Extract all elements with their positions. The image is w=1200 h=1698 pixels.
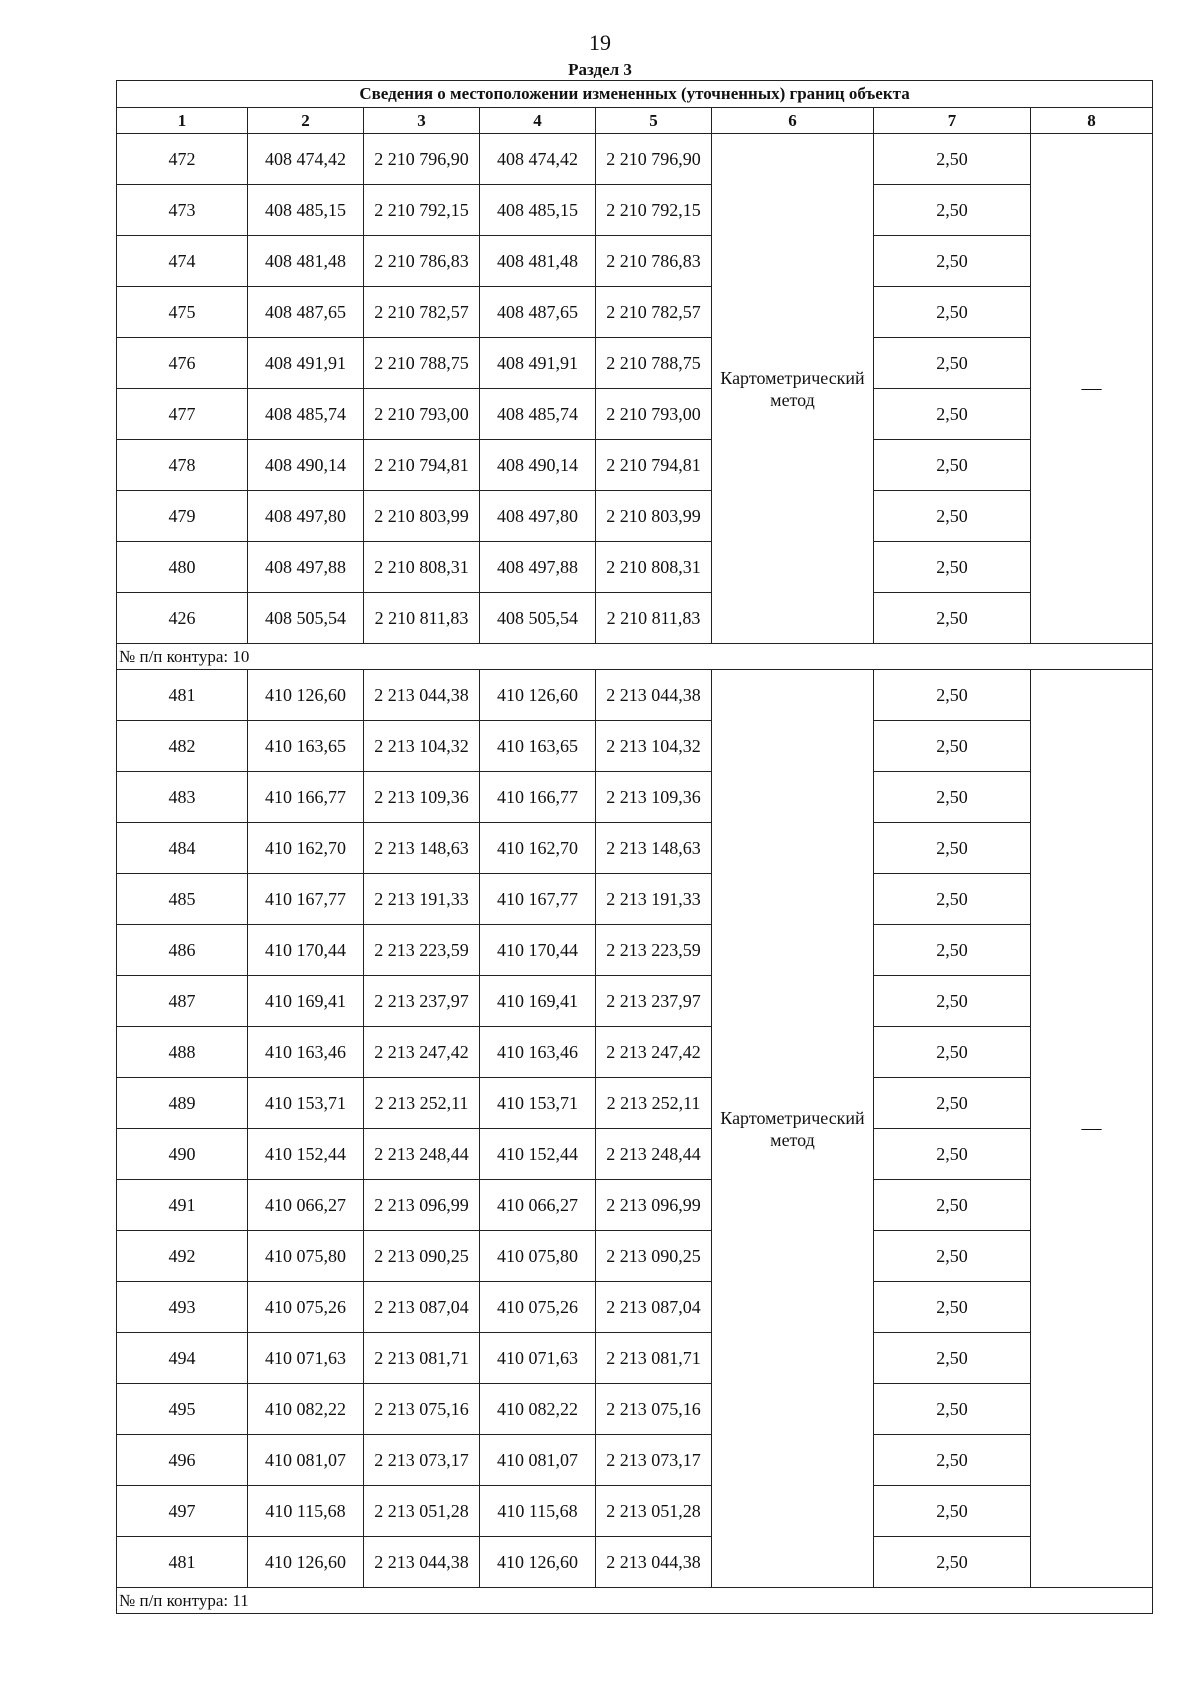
point-number-cell: 481 (117, 670, 248, 721)
table-caption: Сведения о местоположении измененных (уточненных) границ объекта (117, 81, 1153, 108)
table-row (117, 670, 1153, 721)
y-existing-cell: 2 210 811,83 (364, 593, 480, 644)
x-refined-cell: 410 075,80 (480, 1231, 596, 1282)
y-refined-cell: 2 210 803,99 (596, 491, 712, 542)
boundary-coordinates-table (116, 80, 1153, 1614)
x-existing-cell: 410 126,60 (248, 670, 364, 721)
x-existing-cell: 408 485,74 (248, 389, 364, 440)
table-row (117, 1384, 1153, 1435)
y-refined-cell: 2 213 247,42 (596, 1027, 712, 1078)
y-refined-cell: 2 213 191,33 (596, 874, 712, 925)
x-existing-cell: 408 485,15 (248, 185, 364, 236)
accuracy-cell: 2,50 (874, 925, 1031, 976)
table-caption-row (117, 81, 1153, 108)
contour-label: № п/п контура: 10 (117, 644, 1153, 670)
accuracy-cell: 2,50 (874, 1027, 1031, 1078)
point-number-cell: 483 (117, 772, 248, 823)
x-refined-cell: 408 497,80 (480, 491, 596, 542)
accuracy-cell: 2,50 (874, 389, 1031, 440)
x-refined-cell: 410 082,22 (480, 1384, 596, 1435)
accuracy-cell: 2,50 (874, 542, 1031, 593)
y-existing-cell: 2 210 782,57 (364, 287, 480, 338)
point-number-cell: 479 (117, 491, 248, 542)
table-row (117, 772, 1153, 823)
x-refined-cell: 408 487,65 (480, 287, 596, 338)
x-refined-cell: 410 126,60 (480, 1537, 596, 1588)
point-number-cell: 497 (117, 1486, 248, 1537)
y-existing-cell: 2 213 075,16 (364, 1384, 480, 1435)
y-refined-cell: 2 210 788,75 (596, 338, 712, 389)
table-row (117, 1282, 1153, 1333)
table-row (117, 491, 1153, 542)
column-header-row (117, 108, 1153, 134)
y-existing-cell: 2 213 148,63 (364, 823, 480, 874)
column-header: 4 (480, 108, 596, 134)
y-refined-cell: 2 213 109,36 (596, 772, 712, 823)
x-existing-cell: 410 153,71 (248, 1078, 364, 1129)
accuracy-cell: 2,50 (874, 976, 1031, 1027)
y-refined-cell: 2 210 786,83 (596, 236, 712, 287)
table-row (117, 1129, 1153, 1180)
y-existing-cell: 2 210 788,75 (364, 338, 480, 389)
table-row (117, 185, 1153, 236)
table-row (117, 134, 1153, 185)
x-refined-cell: 410 153,71 (480, 1078, 596, 1129)
accuracy-cell: 2,50 (874, 491, 1031, 542)
y-refined-cell: 2 213 087,04 (596, 1282, 712, 1333)
y-existing-cell: 2 213 104,32 (364, 721, 480, 772)
column-header: 2 (248, 108, 364, 134)
y-existing-cell: 2 213 044,38 (364, 670, 480, 721)
y-existing-cell: 2 210 803,99 (364, 491, 480, 542)
accuracy-cell: 2,50 (874, 670, 1031, 721)
y-existing-cell: 2 213 191,33 (364, 874, 480, 925)
point-number-cell: 476 (117, 338, 248, 389)
point-number-cell: 490 (117, 1129, 248, 1180)
y-existing-cell: 2 210 796,90 (364, 134, 480, 185)
table-row (117, 1435, 1153, 1486)
y-refined-cell: 2 213 223,59 (596, 925, 712, 976)
table-row (117, 925, 1153, 976)
accuracy-cell: 2,50 (874, 721, 1031, 772)
point-number-cell: 472 (117, 134, 248, 185)
y-refined-cell: 2 210 811,83 (596, 593, 712, 644)
y-existing-cell: 2 213 223,59 (364, 925, 480, 976)
point-number-cell: 489 (117, 1078, 248, 1129)
accuracy-cell: 2,50 (874, 1282, 1031, 1333)
x-refined-cell: 410 075,26 (480, 1282, 596, 1333)
accuracy-cell: 2,50 (874, 134, 1031, 185)
x-existing-cell: 410 071,63 (248, 1333, 364, 1384)
point-number-cell: 486 (117, 925, 248, 976)
y-refined-cell: 2 213 237,97 (596, 976, 712, 1027)
x-refined-cell: 410 163,46 (480, 1027, 596, 1078)
table-row (117, 874, 1153, 925)
table-row (117, 1180, 1153, 1231)
x-existing-cell: 410 075,26 (248, 1282, 364, 1333)
y-existing-cell: 2 213 081,71 (364, 1333, 480, 1384)
contour-label: № п/п контура: 11 (117, 1588, 1153, 1614)
y-existing-cell: 2 213 044,38 (364, 1537, 480, 1588)
y-existing-cell: 2 210 792,15 (364, 185, 480, 236)
page-number: 19 (589, 30, 611, 55)
x-refined-cell: 410 169,41 (480, 976, 596, 1027)
accuracy-cell: 2,50 (874, 1180, 1031, 1231)
x-existing-cell: 408 491,91 (248, 338, 364, 389)
point-number-cell: 488 (117, 1027, 248, 1078)
y-refined-cell: 2 213 090,25 (596, 1231, 712, 1282)
x-existing-cell: 408 490,14 (248, 440, 364, 491)
column-header: 6 (712, 108, 874, 134)
column-8-cell: — (1031, 670, 1153, 1588)
x-refined-cell: 410 166,77 (480, 772, 596, 823)
column-header: 3 (364, 108, 480, 134)
x-existing-cell: 410 166,77 (248, 772, 364, 823)
accuracy-cell: 2,50 (874, 236, 1031, 287)
y-refined-cell: 2 213 248,44 (596, 1129, 712, 1180)
accuracy-cell: 2,50 (874, 1537, 1031, 1588)
contour-footer-row (117, 644, 1153, 670)
point-number-cell: 480 (117, 542, 248, 593)
x-existing-cell: 408 487,65 (248, 287, 364, 338)
table-row (117, 1486, 1153, 1537)
table-row (117, 823, 1153, 874)
x-existing-cell: 410 170,44 (248, 925, 364, 976)
y-existing-cell: 2 210 794,81 (364, 440, 480, 491)
x-refined-cell: 408 485,74 (480, 389, 596, 440)
table-row (117, 593, 1153, 644)
y-refined-cell: 2 213 104,32 (596, 721, 712, 772)
point-number-cell: 473 (117, 185, 248, 236)
accuracy-cell: 2,50 (874, 1384, 1031, 1435)
x-refined-cell: 410 167,77 (480, 874, 596, 925)
y-existing-cell: 2 213 051,28 (364, 1486, 480, 1537)
y-existing-cell: 2 213 090,25 (364, 1231, 480, 1282)
method-cell: Картометрический метод (712, 670, 874, 1588)
y-refined-cell: 2 213 081,71 (596, 1333, 712, 1384)
accuracy-cell: 2,50 (874, 1333, 1031, 1384)
x-existing-cell: 410 162,70 (248, 823, 364, 874)
x-refined-cell: 408 490,14 (480, 440, 596, 491)
point-number-cell: 494 (117, 1333, 248, 1384)
point-number-cell: 492 (117, 1231, 248, 1282)
point-number-cell: 478 (117, 440, 248, 491)
x-existing-cell: 410 167,77 (248, 874, 364, 925)
x-existing-cell: 410 163,65 (248, 721, 364, 772)
x-refined-cell: 408 491,91 (480, 338, 596, 389)
table-row (117, 542, 1153, 593)
x-refined-cell: 410 071,63 (480, 1333, 596, 1384)
y-refined-cell: 2 210 808,31 (596, 542, 712, 593)
column-header: 1 (117, 108, 248, 134)
y-existing-cell: 2 213 109,36 (364, 772, 480, 823)
accuracy-cell: 2,50 (874, 287, 1031, 338)
y-refined-cell: 2 210 782,57 (596, 287, 712, 338)
y-existing-cell: 2 213 237,97 (364, 976, 480, 1027)
x-existing-cell: 410 169,41 (248, 976, 364, 1027)
point-number-cell: 487 (117, 976, 248, 1027)
table-row (117, 1231, 1153, 1282)
x-existing-cell: 408 474,42 (248, 134, 364, 185)
point-number-cell: 484 (117, 823, 248, 874)
x-refined-cell: 410 163,65 (480, 721, 596, 772)
point-number-cell: 495 (117, 1384, 248, 1435)
y-refined-cell: 2 213 044,38 (596, 670, 712, 721)
point-number-cell: 485 (117, 874, 248, 925)
x-refined-cell: 408 481,48 (480, 236, 596, 287)
y-refined-cell: 2 213 075,16 (596, 1384, 712, 1435)
point-number-cell: 474 (117, 236, 248, 287)
y-refined-cell: 2 210 792,15 (596, 185, 712, 236)
y-refined-cell: 2 213 096,99 (596, 1180, 712, 1231)
x-existing-cell: 410 081,07 (248, 1435, 364, 1486)
table-row (117, 1333, 1153, 1384)
y-refined-cell: 2 210 793,00 (596, 389, 712, 440)
column-header: 8 (1031, 108, 1153, 134)
y-existing-cell: 2 213 248,44 (364, 1129, 480, 1180)
x-existing-cell: 410 082,22 (248, 1384, 364, 1435)
accuracy-cell: 2,50 (874, 1231, 1031, 1282)
accuracy-cell: 2,50 (874, 185, 1031, 236)
y-existing-cell: 2 213 087,04 (364, 1282, 480, 1333)
table-body (117, 81, 1153, 1614)
point-number-cell: 426 (117, 593, 248, 644)
y-refined-cell: 2 213 252,11 (596, 1078, 712, 1129)
y-existing-cell: 2 213 247,42 (364, 1027, 480, 1078)
y-refined-cell: 2 210 796,90 (596, 134, 712, 185)
accuracy-cell: 2,50 (874, 338, 1031, 389)
x-refined-cell: 410 126,60 (480, 670, 596, 721)
y-existing-cell: 2 213 252,11 (364, 1078, 480, 1129)
y-refined-cell: 2 213 051,28 (596, 1486, 712, 1537)
y-existing-cell: 2 213 096,99 (364, 1180, 480, 1231)
point-number-cell: 491 (117, 1180, 248, 1231)
table-row (117, 287, 1153, 338)
table-row (117, 338, 1153, 389)
method-cell: Картометрический метод (712, 134, 874, 644)
x-existing-cell: 410 163,46 (248, 1027, 364, 1078)
table-row (117, 1537, 1153, 1588)
table-row (117, 440, 1153, 491)
table-row (117, 721, 1153, 772)
x-existing-cell: 410 126,60 (248, 1537, 364, 1588)
x-refined-cell: 410 066,27 (480, 1180, 596, 1231)
accuracy-cell: 2,50 (874, 874, 1031, 925)
table-row (117, 1078, 1153, 1129)
x-existing-cell: 408 497,80 (248, 491, 364, 542)
table-row (117, 1027, 1153, 1078)
point-number-cell: 481 (117, 1537, 248, 1588)
table-row (117, 976, 1153, 1027)
x-refined-cell: 410 162,70 (480, 823, 596, 874)
point-number-cell: 482 (117, 721, 248, 772)
y-existing-cell: 2 210 786,83 (364, 236, 480, 287)
point-number-cell: 475 (117, 287, 248, 338)
x-existing-cell: 410 075,80 (248, 1231, 364, 1282)
accuracy-cell: 2,50 (874, 1129, 1031, 1180)
x-refined-cell: 410 152,44 (480, 1129, 596, 1180)
contour-footer-row (117, 1588, 1153, 1614)
x-existing-cell: 410 115,68 (248, 1486, 364, 1537)
y-refined-cell: 2 213 073,17 (596, 1435, 712, 1486)
table-row (117, 389, 1153, 440)
x-refined-cell: 410 115,68 (480, 1486, 596, 1537)
x-existing-cell: 410 066,27 (248, 1180, 364, 1231)
x-existing-cell: 408 505,54 (248, 593, 364, 644)
y-refined-cell: 2 210 794,81 (596, 440, 712, 491)
column-header: 7 (874, 108, 1031, 134)
x-existing-cell: 408 481,48 (248, 236, 364, 287)
point-number-cell: 496 (117, 1435, 248, 1486)
x-refined-cell: 410 170,44 (480, 925, 596, 976)
x-existing-cell: 410 152,44 (248, 1129, 364, 1180)
accuracy-cell: 2,50 (874, 440, 1031, 491)
point-number-cell: 493 (117, 1282, 248, 1333)
y-existing-cell: 2 210 793,00 (364, 389, 480, 440)
y-existing-cell: 2 210 808,31 (364, 542, 480, 593)
accuracy-cell: 2,50 (874, 593, 1031, 644)
column-8-cell: — (1031, 134, 1153, 644)
x-refined-cell: 408 485,15 (480, 185, 596, 236)
accuracy-cell: 2,50 (874, 772, 1031, 823)
y-existing-cell: 2 213 073,17 (364, 1435, 480, 1486)
accuracy-cell: 2,50 (874, 1435, 1031, 1486)
y-refined-cell: 2 213 044,38 (596, 1537, 712, 1588)
x-refined-cell: 410 081,07 (480, 1435, 596, 1486)
x-existing-cell: 408 497,88 (248, 542, 364, 593)
section-title: Раздел 3 (568, 60, 632, 79)
accuracy-cell: 2,50 (874, 1078, 1031, 1129)
accuracy-cell: 2,50 (874, 1486, 1031, 1537)
x-refined-cell: 408 497,88 (480, 542, 596, 593)
y-refined-cell: 2 213 148,63 (596, 823, 712, 874)
x-refined-cell: 408 505,54 (480, 593, 596, 644)
column-header: 5 (596, 108, 712, 134)
point-number-cell: 477 (117, 389, 248, 440)
table-row (117, 236, 1153, 287)
x-refined-cell: 408 474,42 (480, 134, 596, 185)
accuracy-cell: 2,50 (874, 823, 1031, 874)
